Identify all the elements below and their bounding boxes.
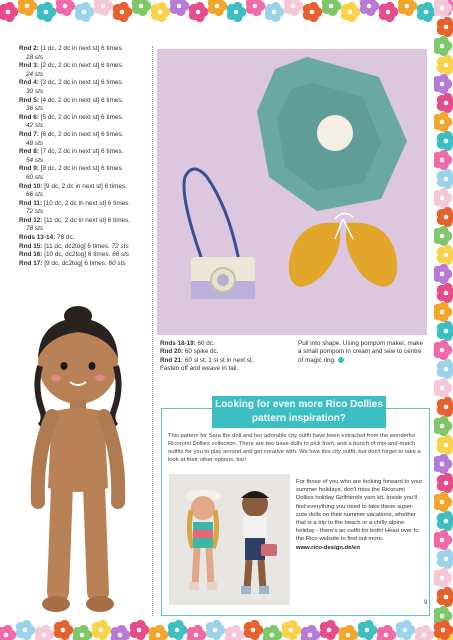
holiday-dolls-photo: [169, 474, 290, 605]
stitch-count: 78 sts: [26, 225, 44, 233]
inspiration-intro: This pattern for Sara the doll and her adorable city outfit have been extracted from the wonderful Ricorumi Dollies collection. There are two base dolls to pick from, and a bunch of mix-and-match outfits for you to play around and get creative with. We love this city outfit, but don't forget to take a look at their other options, too!: [168, 433, 421, 463]
stitch-count: 72 sts: [26, 208, 44, 216]
stitch-count: 24 sts: [26, 70, 44, 78]
stitch-count: 60 sts: [26, 173, 44, 181]
flower-border-right: [434, 0, 453, 640]
stitch-count: 54 sts: [26, 156, 44, 164]
stitch-count: 18 sts: [26, 53, 44, 61]
pattern-row: Rnd 4: [3 dc, 2 dc in next st] 6 times.: [19, 79, 124, 87]
pattern-row: Rnd 12: [11 dc, 2 dc in next st] 6 times.: [19, 216, 131, 224]
flower-border-top: [0, 0, 453, 22]
pattern-row: Rnd 2: [1 dc, 2 dc in next st] 6 times.: [19, 45, 124, 52]
crochet-doll-image: [12, 292, 154, 620]
pattern-row: Rnd 7: [6 dc, 2 dc in next st] 6 times.: [19, 130, 124, 138]
pattern-row: Rnd 3: [2 dc, 2 dc in next st] 6 times.: [19, 62, 124, 70]
pattern-row: Rnd 8: [7 dc, 2 dc in next st] 6 times.: [19, 148, 124, 156]
stitch-count: 42 sts: [26, 122, 44, 130]
stitch-count: 66 sts: [26, 191, 44, 199]
stitch-count: 36 sts: [26, 105, 44, 113]
pattern-instructions: [19, 45, 154, 268]
pompom-instructions: Pull into shape. Using pompom maker, make a small pompom in cream and sew to centre of magic ring.: [298, 340, 423, 364]
rico-website-link[interactable]: www.rico-design.de/en: [296, 544, 360, 551]
end-marker-icon: [338, 357, 344, 363]
flower-border-bottom: [0, 620, 453, 640]
pattern-row: Rnd 17: [9 dc, dc2tog] 6 times. 60 sts: [19, 259, 126, 267]
pattern-row: Rnd 15: [11 dc, dc2tog] 6 times. 72 sts: [19, 242, 129, 250]
pattern-row: Rnd 5: [4 dc, 2 dc in next st] 6 times.: [19, 96, 124, 104]
pattern-row: Rnds 13-14: 78 dc.: [19, 234, 75, 242]
pattern-row: Rnd 11: [10 dc, 2 dc in next st] 6 times.: [19, 199, 131, 207]
pattern-continuation: Rnds 18-19: 60 dc. Rnd 20: 60 spike dc. Rnd 21: 60 sl st. 1 sl st in next st. Fasten off and weave in tail.: [160, 340, 254, 373]
inspiration-banner: Looking for even more Rico Dollies pattern inspiration?: [212, 396, 386, 428]
column-divider: [152, 46, 153, 616]
stitch-count: 48 sts: [26, 139, 44, 147]
pattern-row: Rnd 10: [9 dc, 2 dc in next st] 6 times.: [19, 182, 127, 190]
stitch-count: 30 sts: [26, 87, 44, 95]
pattern-row: Rnd 16: [10 dc, dc2tog] 6 times. 66 sts: [19, 251, 130, 259]
holiday-kit-text: For those of you who are looking forward to your summer holidays, don't miss the Ricorumi Dollies holiday Girlfriends yarn kit. Inside you'll find everything you need to take these super-cute dolls on their summer vacations, whether that is a trip to the beach or a chilly alpine holiday - there's an outfit for both! Head over to the Rico website to find out more. www.rico-design.de/en: [296, 479, 423, 551]
pattern-row: Rnd 9: [8 dc, 2 dc in next st] 6 times.: [19, 165, 124, 173]
crochet-accessories-photo: [157, 49, 427, 335]
pattern-row: Rnd 6: [5 dc, 2 dc in next st] 6 times.: [19, 113, 124, 121]
page-number: 9: [424, 600, 428, 606]
